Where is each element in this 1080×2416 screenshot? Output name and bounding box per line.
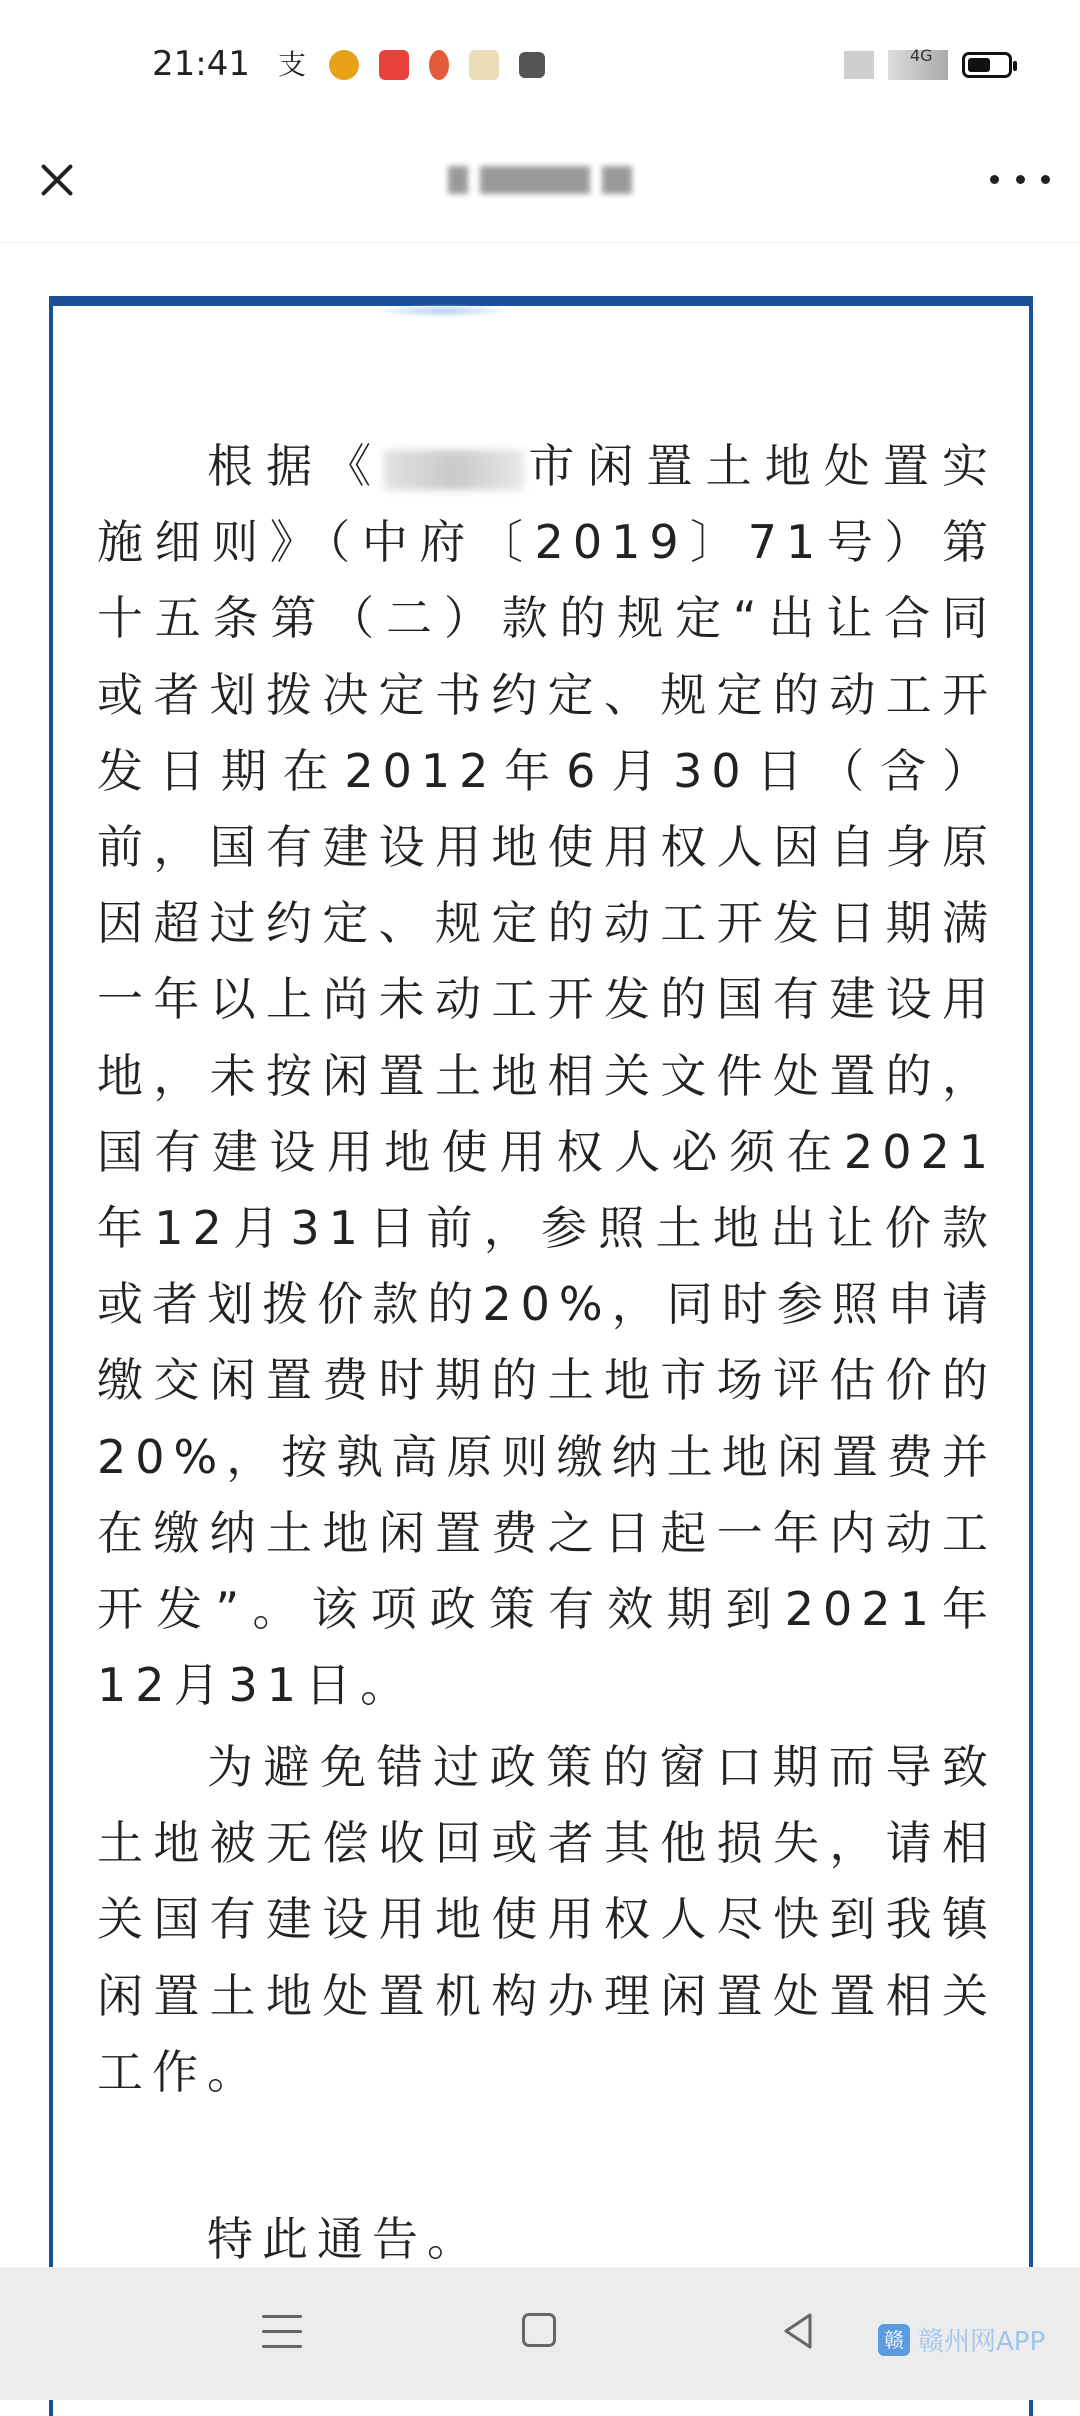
app-icon [519, 52, 545, 78]
article-frame [49, 296, 1033, 2416]
alipay-icon: 支 [277, 48, 306, 81]
network-type: 4G [910, 46, 933, 65]
more-button[interactable] [990, 164, 1050, 194]
status-time: 21:41 [152, 44, 250, 84]
redacted-icon [844, 51, 874, 79]
paragraph-text: 市闲置土地处置实施细则》（中府〔2019〕71号）第十五条第（二）款的规定“出让合同或者划拨决定书约定、规定的动工开发日期在2012年6月30日（含）前，国有建设用地使用权人因自身原因超过约定、规定的动工开发日期满一年以上尚未动工开发的国有建设用地，未按闲置土地相关文件处置的，国有建设用地使用权人必须在2021年12月31日前，参照土地出让价款或者划拨价款的20%，同时参照申请缴交闲置费时期的土地市场评估价的20%，按孰高原则缴纳土地闲置费并在缴纳土地闲置费之日起一年内动工开发”。该项政策有效期到2021年12月31日。 [97, 439, 998, 1713]
system-icons [844, 46, 1012, 80]
watermark [878, 2321, 1045, 2358]
article-paragraph-3: 特此通告。 [207, 2212, 482, 2266]
status-bar [0, 0, 1080, 130]
paragraph-text: 根据《 [207, 439, 385, 493]
app-icon [329, 50, 359, 80]
signal-icon [888, 46, 948, 80]
article-paragraph-1 [97, 428, 997, 1723]
watermark-logo-icon: 赣 [878, 2324, 910, 2356]
more-dots-icon [990, 175, 999, 184]
notification-icons [275, 50, 545, 80]
nav-bar [0, 130, 1080, 243]
redacted-city-name [384, 450, 524, 490]
home-icon[interactable] [522, 2313, 556, 2347]
back-icon[interactable] [780, 2311, 816, 2351]
location-icon [429, 50, 449, 80]
article-paragraph-2: 为避免错过政策的窗口期而导致土地被无偿收回或者其他损失，请相关国有建设用地使用权人尽快到我镇闲置土地处置机构办理闲置处置相关工作。 [97, 1740, 997, 2099]
watermark-text: 赣州网APP [918, 2327, 1046, 2357]
battery-icon [962, 52, 1012, 78]
menu-icon[interactable] [262, 2315, 302, 2351]
redacted-title [442, 159, 638, 203]
app-icon [469, 50, 499, 80]
app-icon [379, 50, 409, 80]
page-title [0, 156, 1080, 203]
frame-decoration [373, 304, 513, 318]
system-nav-bar [0, 2267, 1080, 2400]
